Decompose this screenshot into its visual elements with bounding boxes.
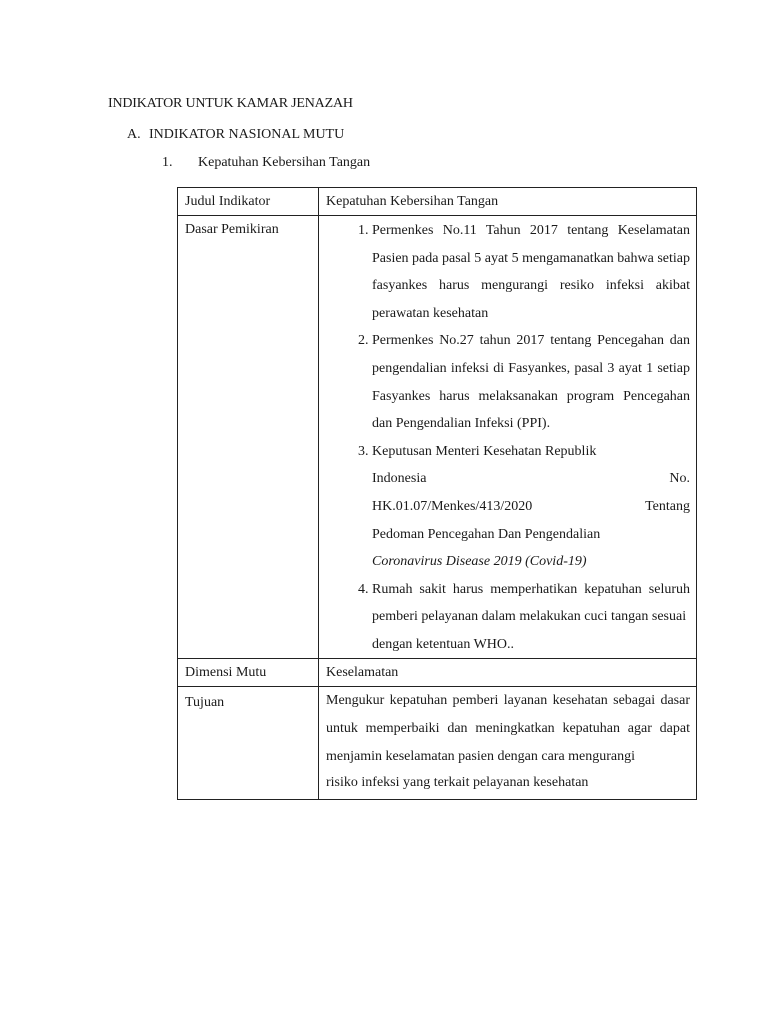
reason-3-line-3 — [372, 493, 690, 521]
reason-3-text: HK.01.07/Menkes/413/2020 — [372, 498, 533, 514]
list-item — [372, 327, 690, 437]
reason-text-4-tail: dengan ketentuan WHO.. — [372, 636, 515, 652]
row-label-judul: Judul Indikator — [178, 188, 319, 216]
list-item — [372, 217, 690, 327]
section-title: INDIKATOR NASIONAL MUTU — [149, 127, 345, 142]
tujuan-text: Mengukur kepatuhan pemberi layanan kesehatan sebagai dasar untuk memperbaiki dan meningkatkan kepatuhan agar dapat menjamin keselamatan pasien dengan cara mengurangi — [326, 692, 690, 764]
indicator-table — [177, 187, 697, 800]
table-row — [178, 686, 697, 799]
row-value-tujuan — [319, 686, 697, 799]
document-title: INDIKATOR UNTUK KAMAR JENAZAH — [108, 96, 353, 111]
table-row — [178, 188, 697, 216]
list-item — [372, 576, 690, 658]
reason-text-2: Permenkes No.27 tahun 2017 tentang Pencegahan dan pengendalian infeksi di Fasyankes, pasal 3 ayat 1 setiap Fasyankes harus melaksanakan program Pencegahan dan Pengendalian Infeksi (PPI). — [372, 333, 690, 432]
reason-3-text: Indonesia — [372, 471, 427, 487]
item-number: 1. — [162, 155, 173, 170]
reason-3-line-2 — [372, 465, 690, 493]
reason-3-text: No. — [669, 471, 690, 487]
reason-3-line-1 — [372, 438, 690, 466]
reason-3-line-4: Pedoman Pencegahan Dan Pengendalian — [372, 526, 601, 542]
table-row — [178, 658, 697, 686]
row-label-tujuan: Tujuan — [178, 686, 319, 799]
row-label-dimensi: Dimensi Mutu — [178, 658, 319, 686]
reason-3-text: 3. Keputusan Menteri Kesehatan Republik — [372, 443, 597, 459]
item-title: Kepatuhan Kebersihan Tangan — [198, 155, 371, 170]
reason-text-1: Permenkes No.11 Tahun 2017 tentang Keselamatan Pasien pada pasal 5 ayat 5 mengamanatkan bahwa setiap fasyankes harus mengurangi resiko infeksi akibat perawatan kesehatan — [372, 223, 690, 321]
row-label-dasar: Dasar Pemikiran — [178, 216, 319, 659]
table-row — [178, 216, 697, 659]
reason-3-text: Tentang — [645, 498, 690, 514]
list-item — [372, 438, 690, 576]
reason-3-line-5: Coronavirus Disease 2019 (Covid-19) — [372, 554, 587, 570]
reason-text-4: Rumah sakit harus memperhatikan kepatuhan seluruh pemberi pelayanan dalam melakukan cuci tangan sesuai — [372, 581, 690, 625]
row-value-judul: Kepatuhan Kebersihan Tangan — [319, 188, 697, 216]
row-value-dasar — [319, 216, 697, 659]
section-letter: A. — [127, 127, 141, 142]
row-value-dimensi: Keselamatan — [319, 658, 697, 686]
reason-list — [326, 217, 690, 658]
tujuan-text-tail: risiko infeksi yang terkait pelayanan kesehatan — [326, 774, 589, 790]
